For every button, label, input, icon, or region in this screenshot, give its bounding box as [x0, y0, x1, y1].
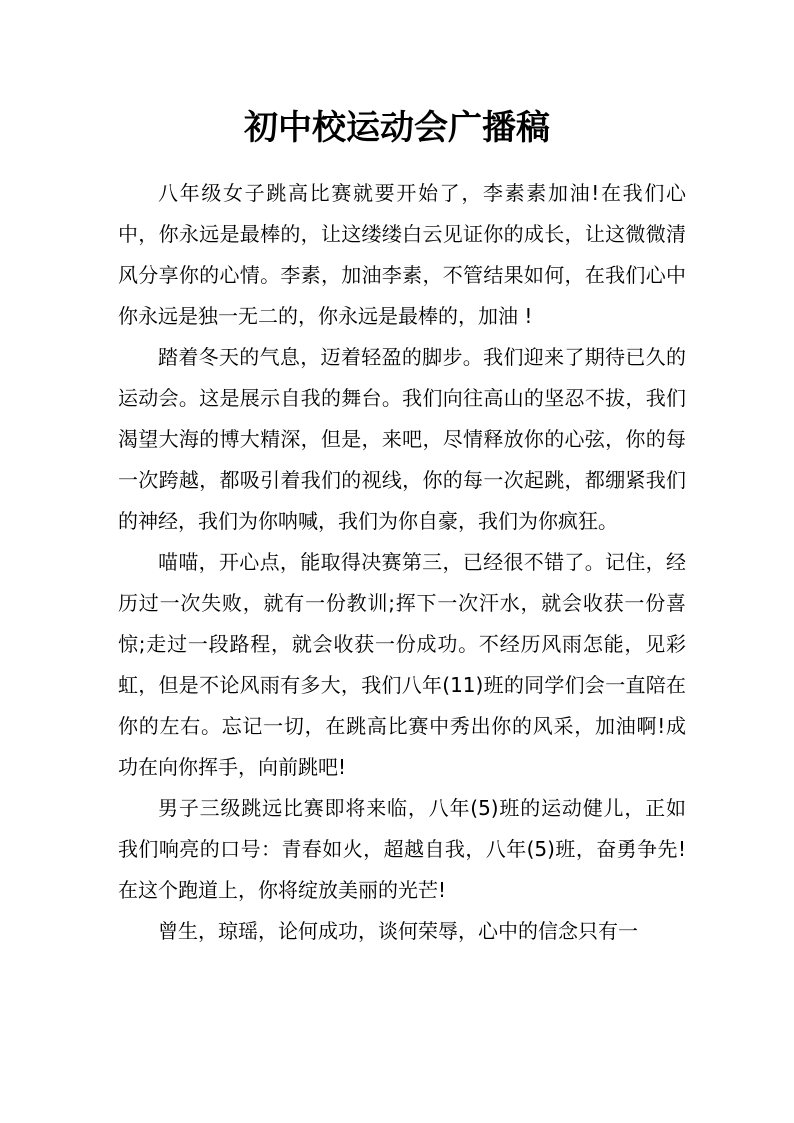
- document-body: [118, 173, 686, 952]
- document-title: 初中校运动会广播稿: [244, 108, 550, 148]
- paragraph-2: 踏着冬天的气息，迈着轻盈的脚步。我们迎来了期待已久的运动会。这是展示自我的舞台。我们向往高山的坚忍不拔，我们渴望大海的博大精深，但是，来吧，尽情释放你的心弦，你的每一次跨越，都吸引着我们的视线，你的每一次起跳，都绷紧我们的神经，我们为你呐喊，我们为你自豪，我们为你疯狂。: [118, 345, 686, 533]
- paragraph-1: 八年级女子跳高比赛就要开始了，李素素加油!在我们心中，你永远是最棒的，让这缕缕白云见证你的成长，让这微微清风分享你的心情。李素，加油李素，不管结果如何，在我们心中你永远是独一无二的，你永远是最棒的，加油 !: [118, 181, 686, 328]
- paragraph-3: 喵喵，开心点，能取得决赛第三，已经很不错了。记住，经历过一次失败，就有一份教训;挥下一次汗水，就会收获一份喜惊;走过一段路程，就会收获一份成功。不经历风雨怎能，见彩虹，但是不论风雨有多大，我们八年(11)班的同学们会一直陪在你的左右。忘记一切，在跳高比赛中秀出你的风采，加油啊!成功在向你挥手，向前跳吧!: [118, 550, 686, 779]
- paragraph-5: 曾生，琼瑶，论何成功，谈何荣辱，心中的信念只有一: [158, 919, 638, 943]
- paragraph-4: 男子三级跳远比赛即将来临，八年(5)班的运动健儿，正如我们响亮的口号：青春如火，超越自我，八年(5)班，奋勇争先!在这个跑道上，你将绽放美丽的光芒!: [118, 796, 686, 902]
